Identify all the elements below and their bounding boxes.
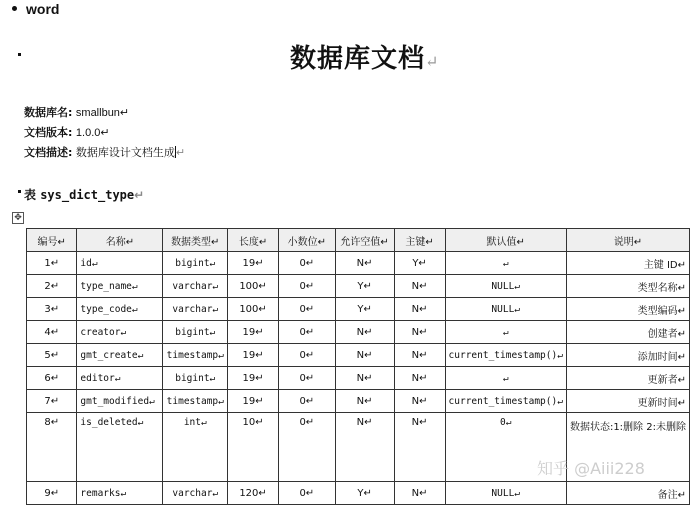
column-header[interactable]: 小数位↵	[279, 229, 336, 252]
table-row	[27, 367, 690, 390]
table-cell[interactable]: 更新时间↵	[566, 390, 689, 413]
table-cell[interactable]: 10↵	[228, 413, 279, 482]
column-header[interactable]: 长度↵	[228, 229, 279, 252]
table-cell[interactable]: Y↵	[335, 298, 394, 321]
table-cell[interactable]: 更新者↵	[566, 367, 689, 390]
table-cell[interactable]: current_timestamp()↵	[445, 390, 566, 413]
table-cell[interactable]: ↵	[445, 367, 566, 390]
table-cell[interactable]: 0↵	[279, 413, 336, 482]
table-cell[interactable]: 19↵	[228, 321, 279, 344]
table-cell[interactable]: 1↵	[27, 252, 77, 275]
table-cell[interactable]: 0↵	[279, 298, 336, 321]
table-cell[interactable]: 创建者↵	[566, 321, 689, 344]
table-cell[interactable]: N↵	[335, 252, 394, 275]
table-cell[interactable]: 9↵	[27, 482, 77, 505]
table-cell[interactable]: 19↵	[228, 390, 279, 413]
table-cell[interactable]: 类型编码↵	[566, 298, 689, 321]
meta-key: 文档版本:	[24, 126, 73, 139]
table-cell[interactable]: 8↵	[27, 413, 77, 482]
table-cell[interactable]: current_timestamp()↵	[445, 344, 566, 367]
table-cell[interactable]: 备注↵	[566, 482, 689, 505]
column-header[interactable]: 允许空值↵	[335, 229, 394, 252]
app-label	[12, 1, 59, 17]
table-cell[interactable]: ↵	[445, 252, 566, 275]
table-row	[27, 413, 690, 482]
table-cell[interactable]: N↵	[335, 413, 394, 482]
table-header-row	[27, 229, 690, 252]
meta-doc-description[interactable]	[24, 144, 185, 160]
table-cell[interactable]: gmt_modified↵	[77, 390, 163, 413]
dictionary-table	[26, 228, 690, 505]
paragraph-mark-icon: ↵	[175, 146, 186, 159]
table-cell[interactable]: is_deleted↵	[77, 413, 163, 482]
table-cell[interactable]: NULL↵	[445, 275, 566, 298]
table-cell[interactable]: 120↵	[228, 482, 279, 505]
table-cell[interactable]: 2↵	[27, 275, 77, 298]
meta-value[interactable]: 数据库设计文档生成	[75, 147, 175, 159]
table-cell[interactable]: 0↵	[279, 390, 336, 413]
table-cell[interactable]: N↵	[394, 413, 445, 482]
table-cell[interactable]: Y↵	[394, 252, 445, 275]
table-cell[interactable]: bigint↵	[163, 252, 228, 275]
table-cell[interactable]: N↵	[394, 344, 445, 367]
table-cell[interactable]: N↵	[394, 367, 445, 390]
table-cell[interactable]: 类型名称↵	[566, 275, 689, 298]
meta-value[interactable]: 1.0.0↵	[75, 127, 110, 139]
table-cell[interactable]: Y↵	[335, 275, 394, 298]
table-cell[interactable]: 0↵	[279, 252, 336, 275]
table-row	[27, 252, 690, 275]
column-header[interactable]: 主键↵	[394, 229, 445, 252]
table-cell[interactable]: 3↵	[27, 298, 77, 321]
table-cell[interactable]: N↵	[394, 298, 445, 321]
table-cell[interactable]: timestamp↵	[163, 344, 228, 367]
column-header[interactable]: 名称↵	[77, 229, 163, 252]
bullet-icon	[18, 190, 21, 193]
meta-database-name[interactable]	[24, 104, 129, 120]
table-cell[interactable]: N↵	[335, 367, 394, 390]
table-cell[interactable]: 100↵	[228, 275, 279, 298]
table-cell[interactable]: 5↵	[27, 344, 77, 367]
bullet-icon	[12, 6, 17, 11]
table-cell[interactable]: 0↵	[279, 482, 336, 505]
table-cell[interactable]: 0↵	[279, 344, 336, 367]
table-row	[27, 344, 690, 367]
table-cell[interactable]: editor↵	[77, 367, 163, 390]
table-cell[interactable]: N↵	[394, 482, 445, 505]
table-cell[interactable]: 4↵	[27, 321, 77, 344]
table-cell[interactable]: gmt_create↵	[77, 344, 163, 367]
bullet-icon	[18, 53, 21, 56]
app-label-text: word	[26, 1, 60, 17]
table-cell[interactable]: 0↵	[279, 275, 336, 298]
table-cell[interactable]: 数据状态:1:删除 2:未删除	[566, 413, 689, 482]
table-cell[interactable]: remarks↵	[77, 482, 163, 505]
table-cell[interactable]: NULL↵	[445, 482, 566, 505]
table-cell[interactable]: Y↵	[335, 482, 394, 505]
table-cell[interactable]: NULL↵	[445, 298, 566, 321]
table-cell[interactable]: creator↵	[77, 321, 163, 344]
table-cell[interactable]: varchar↵	[163, 275, 228, 298]
table-heading-prefix: 表	[24, 188, 37, 202]
table-cell[interactable]: varchar↵	[163, 482, 228, 505]
table-cell[interactable]: 0↵	[445, 413, 566, 482]
column-header[interactable]: 数据类型↵	[163, 229, 228, 252]
table-cell[interactable]: N↵	[394, 390, 445, 413]
meta-doc-version[interactable]	[24, 124, 110, 140]
table-cell[interactable]: id↵	[77, 252, 163, 275]
table-cell[interactable]: N↵	[335, 390, 394, 413]
table-cell[interactable]: 0↵	[279, 321, 336, 344]
table-row	[27, 298, 690, 321]
table-cell[interactable]: 添加时间↵	[566, 344, 689, 367]
meta-key: 文档描述:	[24, 146, 73, 159]
table-cell[interactable]: N↵	[394, 321, 445, 344]
table-heading-name[interactable]: sys_dict_type	[40, 188, 135, 202]
table-cell[interactable]: varchar↵	[163, 298, 228, 321]
paragraph-mark-icon: ↵	[134, 188, 145, 202]
table-cell[interactable]: 0↵	[279, 367, 336, 390]
document-title-text[interactable]: 数据库文档	[290, 44, 426, 74]
paragraph-mark-icon: ↵	[425, 52, 440, 71]
table-row	[27, 275, 690, 298]
table-cell[interactable]: N↵	[335, 321, 394, 344]
table-cell[interactable]: 19↵	[228, 252, 279, 275]
table-cell[interactable]: 100↵	[228, 298, 279, 321]
meta-value[interactable]: smallbun↵	[75, 107, 130, 119]
column-header[interactable]: 说明↵	[566, 229, 689, 252]
table-cell[interactable]: type_name↵	[77, 275, 163, 298]
table-row	[27, 321, 690, 344]
meta-key: 数据库名:	[24, 106, 73, 119]
table-cell[interactable]: N↵	[394, 275, 445, 298]
table-cell[interactable]: timestamp↵	[163, 390, 228, 413]
table-heading[interactable]	[24, 186, 144, 203]
table-cell[interactable]: 7↵	[27, 390, 77, 413]
table-cell[interactable]: N↵	[335, 344, 394, 367]
watermark: 知乎 @Aiii228	[537, 459, 645, 478]
column-header[interactable]: 编号↵	[27, 229, 77, 252]
table-cell[interactable]: 主键 ID↵	[566, 252, 689, 275]
table-cell[interactable]: 19↵	[228, 367, 279, 390]
table-cell[interactable]: 6↵	[27, 367, 77, 390]
table-row	[27, 390, 690, 413]
table-cell[interactable]: bigint↵	[163, 367, 228, 390]
table-row	[27, 482, 690, 505]
column-header[interactable]: 默认值↵	[445, 229, 566, 252]
table-cell[interactable]: int↵	[163, 413, 228, 482]
table-cell[interactable]: ↵	[445, 321, 566, 344]
table-cell[interactable]: bigint↵	[163, 321, 228, 344]
table-move-handle-icon[interactable]: ✥	[12, 212, 24, 224]
table-cell[interactable]: type_code↵	[77, 298, 163, 321]
table-cell[interactable]: 19↵	[228, 344, 279, 367]
document-title[interactable]	[290, 38, 439, 75]
